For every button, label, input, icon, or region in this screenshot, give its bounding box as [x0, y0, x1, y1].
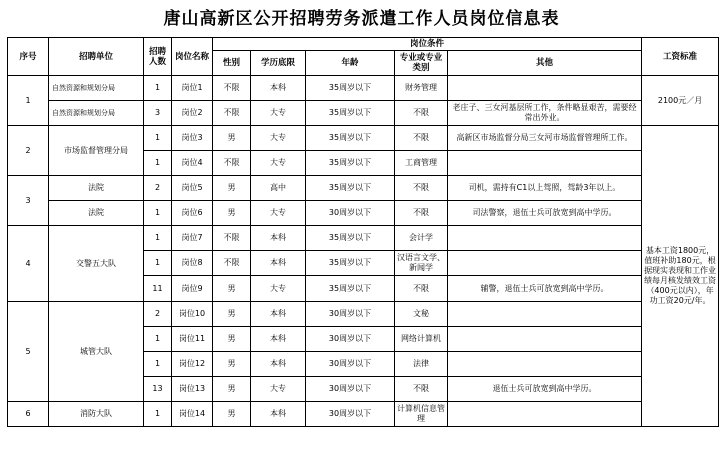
gender-cell: 男 [213, 126, 251, 151]
unit-cell: 消防大队 [49, 402, 144, 427]
header-unit: 招聘单位 [49, 38, 144, 76]
unit-cell: 自然资源和规划分局 [49, 76, 144, 101]
major-cell: 法律 [395, 352, 448, 377]
gender-cell: 不限 [213, 101, 251, 126]
salary-cell: 2100元／月 [642, 76, 719, 126]
gender-cell: 男 [213, 352, 251, 377]
position-cell: 岗位4 [172, 151, 213, 176]
page-title: 唐山高新区公开招聘劳务派遣工作人员岗位信息表 [163, 9, 560, 29]
position-cell: 岗位10 [172, 302, 213, 327]
education-cell: 大专 [251, 151, 306, 176]
header-age: 年龄 [306, 51, 395, 76]
education-cell: 本科 [251, 302, 306, 327]
position-cell: 岗位13 [172, 377, 213, 402]
count-cell: 3 [144, 101, 172, 126]
other-cell: 高新区市场监督分局三女河市场监督管理所工作。 [448, 126, 642, 151]
other-cell: 司法警察，退伍士兵可放宽到高中学历。 [448, 201, 642, 226]
table-row [8, 402, 719, 427]
education-cell: 大专 [251, 101, 306, 126]
count-cell: 1 [144, 327, 172, 352]
age-cell: 35周岁以下 [306, 176, 395, 201]
major-cell: 工商管理 [395, 151, 448, 176]
table-row [8, 76, 719, 101]
count-cell: 1 [144, 352, 172, 377]
major-cell: 不限 [395, 377, 448, 402]
position-cell: 岗位9 [172, 276, 213, 302]
education-cell: 本科 [251, 76, 306, 101]
major-cell: 不限 [395, 201, 448, 226]
gender-cell: 男 [213, 302, 251, 327]
header-count: 招聘人数 [144, 38, 172, 76]
position-cell: 岗位3 [172, 126, 213, 151]
age-cell: 35周岁以下 [306, 126, 395, 151]
education-cell: 本科 [251, 327, 306, 352]
gender-cell: 男 [213, 276, 251, 302]
table-row [8, 226, 719, 251]
gender-cell: 不限 [213, 251, 251, 276]
seq-cell: 2 [8, 126, 49, 176]
header-position: 岗位名称 [172, 38, 213, 76]
education-cell: 大专 [251, 377, 306, 402]
other-cell: 司机，需持有C1以上驾照，驾龄3年以上。 [448, 176, 642, 201]
position-cell: 岗位1 [172, 76, 213, 101]
age-cell: 30周岁以下 [306, 402, 395, 427]
gender-cell: 男 [213, 377, 251, 402]
other-cell [448, 226, 642, 251]
table-row [8, 201, 719, 226]
position-cell: 岗位12 [172, 352, 213, 377]
other-cell [448, 352, 642, 377]
age-cell: 35周岁以下 [306, 276, 395, 302]
age-cell: 30周岁以下 [306, 302, 395, 327]
seq-cell: 6 [8, 402, 49, 427]
unit-cell: 交警五大队 [49, 226, 144, 302]
header-gender: 性别 [213, 51, 251, 76]
count-cell: 1 [144, 402, 172, 427]
gender-cell: 男 [213, 201, 251, 226]
header-major: 专业或专业类别 [395, 51, 448, 76]
table-row [8, 302, 719, 327]
seq-cell: 4 [8, 226, 49, 302]
position-cell: 岗位6 [172, 201, 213, 226]
age-cell: 35周岁以下 [306, 101, 395, 126]
other-cell [448, 327, 642, 352]
major-cell: 财务管理 [395, 76, 448, 101]
gender-cell: 男 [213, 402, 251, 427]
gender-cell: 不限 [213, 76, 251, 101]
education-cell: 本科 [251, 402, 306, 427]
education-cell: 本科 [251, 226, 306, 251]
education-cell: 本科 [251, 251, 306, 276]
header-education: 学历底限 [251, 51, 306, 76]
major-cell: 不限 [395, 126, 448, 151]
salary-cell: 基本工资1800元，值班补助180元，根据现实表现和工作业绩每月核发绩效工资（400元以内），年功工资20元/年。 [642, 126, 719, 427]
position-cell: 岗位14 [172, 402, 213, 427]
gender-cell: 不限 [213, 151, 251, 176]
age-cell: 35周岁以下 [306, 226, 395, 251]
count-cell: 1 [144, 201, 172, 226]
age-cell: 30周岁以下 [306, 377, 395, 402]
education-cell: 大专 [251, 126, 306, 151]
header-conditions: 岗位条件 [213, 38, 642, 51]
unit-cell: 城管大队 [49, 302, 144, 402]
other-cell [448, 251, 642, 276]
count-cell: 2 [144, 176, 172, 201]
count-cell: 1 [144, 126, 172, 151]
age-cell: 35周岁以下 [306, 76, 395, 101]
major-cell: 计算机信息管理 [395, 402, 448, 427]
education-cell: 大专 [251, 201, 306, 226]
major-cell: 会计学 [395, 226, 448, 251]
gender-cell: 男 [213, 176, 251, 201]
jobs-table [7, 37, 719, 427]
other-cell [448, 302, 642, 327]
age-cell: 30周岁以下 [306, 201, 395, 226]
unit-cell: 市场监督管理分局 [49, 126, 144, 176]
education-cell: 大专 [251, 276, 306, 302]
position-cell: 岗位8 [172, 251, 213, 276]
position-cell: 岗位5 [172, 176, 213, 201]
other-cell [448, 402, 642, 427]
education-cell: 高中 [251, 176, 306, 201]
gender-cell: 不限 [213, 226, 251, 251]
unit-cell: 自然资源和规划分局 [49, 101, 144, 126]
major-cell: 文秘 [395, 302, 448, 327]
count-cell: 11 [144, 276, 172, 302]
age-cell: 35周岁以下 [306, 251, 395, 276]
age-cell: 30周岁以下 [306, 352, 395, 377]
table-row [8, 176, 719, 201]
age-cell: 35周岁以下 [306, 151, 395, 176]
other-cell: 退伍士兵可放宽到高中学历。 [448, 377, 642, 402]
count-cell: 13 [144, 377, 172, 402]
seq-cell: 5 [8, 302, 49, 402]
other-cell [448, 151, 642, 176]
seq-cell: 3 [8, 176, 49, 226]
header-other: 其他 [448, 51, 642, 76]
major-cell: 不限 [395, 276, 448, 302]
gender-cell: 男 [213, 327, 251, 352]
count-cell: 1 [144, 151, 172, 176]
count-cell: 1 [144, 226, 172, 251]
count-cell: 2 [144, 302, 172, 327]
header-seq: 序号 [8, 38, 49, 76]
major-cell: 不限 [395, 101, 448, 126]
seq-cell: 1 [8, 76, 49, 126]
age-cell: 30周岁以下 [306, 327, 395, 352]
other-cell: 老庄子、三女河基层所工作，条件略显艰苦，需要经常出外业。 [448, 101, 642, 126]
table-row [8, 126, 719, 151]
major-cell: 网络计算机 [395, 327, 448, 352]
count-cell: 1 [144, 76, 172, 101]
unit-cell: 法院 [49, 201, 144, 226]
count-cell: 1 [144, 251, 172, 276]
other-cell [448, 76, 642, 101]
major-cell: 不限 [395, 176, 448, 201]
education-cell: 本科 [251, 352, 306, 377]
unit-cell: 法院 [49, 176, 144, 201]
position-cell: 岗位11 [172, 327, 213, 352]
major-cell: 汉语言文学、新闻学 [395, 251, 448, 276]
position-cell: 岗位2 [172, 101, 213, 126]
position-cell: 岗位7 [172, 226, 213, 251]
header-salary: 工资标准 [642, 38, 719, 76]
other-cell: 辅警，退伍士兵可放宽到高中学历。 [448, 276, 642, 302]
table-row [8, 101, 719, 126]
